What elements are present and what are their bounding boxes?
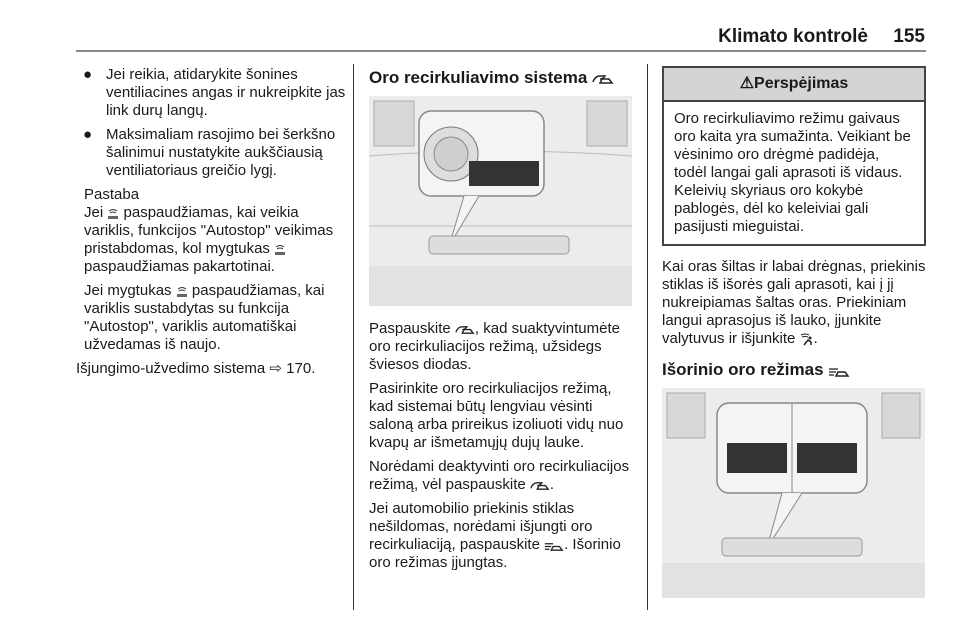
left-column — [76, 66, 348, 384]
middle-column — [369, 66, 637, 578]
heading-text: Išorinio oro režimas — [662, 360, 824, 379]
paragraph: Pasirinkite oro recirkuliacijos režimą, kad sistemai būtų lengviau vėsinti saloną arba prireikus izoliuoti vidų nuo kvapų ar išmetamųjų dujų lauke. — [369, 380, 624, 451]
paragraph — [662, 258, 926, 348]
warning-title: Perspėjimas — [754, 75, 849, 92]
recirculation-icon — [455, 325, 475, 336]
outside-air-icon — [828, 366, 850, 378]
xref-text: Išjungimo-užvedimo sistema — [76, 360, 266, 377]
air-distribution-icon — [800, 333, 814, 346]
front-defrost-icon — [107, 208, 119, 220]
text: paspaudžiamas, kai veikia variklis, funkcijos "Autostop" veikimas pristabdomas, kol mygtukas — [84, 204, 334, 257]
cross-reference[interactable] — [76, 360, 348, 378]
text: Jei mygtukas — [84, 282, 172, 299]
warning-body: Oro recirkuliavimo režimu gaivaus oro kaita yra sumažinta. Veikiant be vėsinimo oro drėgmė padidėja, todėl langai gali aprasoti iš vidaus. Keleivių skyriaus oro kokybė pablogės, dėl ko keleiviai gali pasijusti mieguistai. — [674, 110, 911, 235]
bullet-text: Maksimaliam rasojimo bei šerkšno šalinimui nustatykite aukščiausią ventiliatoriaus greičio lygį. — [106, 126, 336, 179]
section-heading — [369, 68, 637, 88]
front-defrost-icon — [274, 244, 286, 256]
text: Jei — [84, 204, 104, 221]
arrow-right-icon: ⇨ — [269, 360, 282, 377]
bullet-text: Jei reikia, atidarykite šonines ventiliacines angas ir nukreipkite jas link durų langų. — [106, 66, 346, 119]
paragraph — [369, 458, 637, 494]
text: . Išorinio oro režimas įjungtas. — [369, 536, 621, 571]
outside-air-icon — [544, 541, 564, 552]
column-divider — [647, 64, 648, 610]
paragraph — [369, 500, 637, 572]
text: , kad suaktyvintumėte oro recirkuliacijos režimą, užsidegs šviesos diodas. — [369, 320, 620, 373]
chapter-title: Klimato kontrolė — [718, 26, 868, 47]
page-number: 155 — [893, 26, 925, 47]
text: . — [813, 330, 818, 347]
warning-triangle-icon: ⚠ — [739, 75, 755, 92]
bullet-item: ● Jei reikia, atidarykite šonines ventiliacines angas ir nukreipkite jas link durų langų. — [83, 66, 346, 119]
note — [76, 186, 348, 354]
text: paspaudžiamas, kai variklis sustabdytas su funkcija "Autostop", variklis automatiškai užvedamas iš naujo. — [84, 282, 325, 353]
climate-control-recirculation-figure — [369, 96, 632, 306]
note-paragraph — [84, 204, 348, 276]
note-title: Pastaba — [84, 186, 140, 203]
text: Jei automobilio priekinis stiklas nešildomas, norėdami išjungti oro recirkuliaciją, paspauskite — [369, 500, 593, 553]
front-defrost-icon — [176, 286, 188, 298]
warning-header — [664, 68, 924, 102]
right-column — [662, 66, 926, 598]
column-divider — [353, 64, 354, 610]
text: Paspauskite — [369, 320, 451, 337]
recirculation-icon — [592, 74, 614, 86]
text: . — [549, 476, 555, 493]
bullet-item: ● Maksimaliam rasojimo bei šerkšno šalinimui nustatykite aukščiausią ventiliatoriaus greičio lygį. — [83, 126, 336, 179]
recirculation-icon — [530, 481, 550, 492]
section-heading — [662, 360, 926, 380]
paragraph — [369, 320, 637, 374]
note-paragraph — [84, 282, 348, 354]
text: paspaudžiamas pakartotinai. — [84, 258, 275, 275]
xref-page: 170. — [286, 360, 316, 377]
heading-text: Oro recirkuliavimo sistema — [369, 68, 588, 87]
header-rule — [76, 50, 926, 52]
text: Norėdami deaktyvinti oro recirkuliacijos režimą, vėl paspauskite — [369, 458, 630, 493]
climate-control-outside-air-figure — [662, 388, 925, 598]
text: Kai oras šiltas ir labai drėgnas, priekinis stiklas iš išorės gali aprasoti, kai į jį nukreipiamas šaltas oras. Priekiniam langui aprasojus iš lauko, įjunkite valytuvus ir išjunkite — [662, 258, 926, 347]
warning-box — [662, 66, 926, 246]
